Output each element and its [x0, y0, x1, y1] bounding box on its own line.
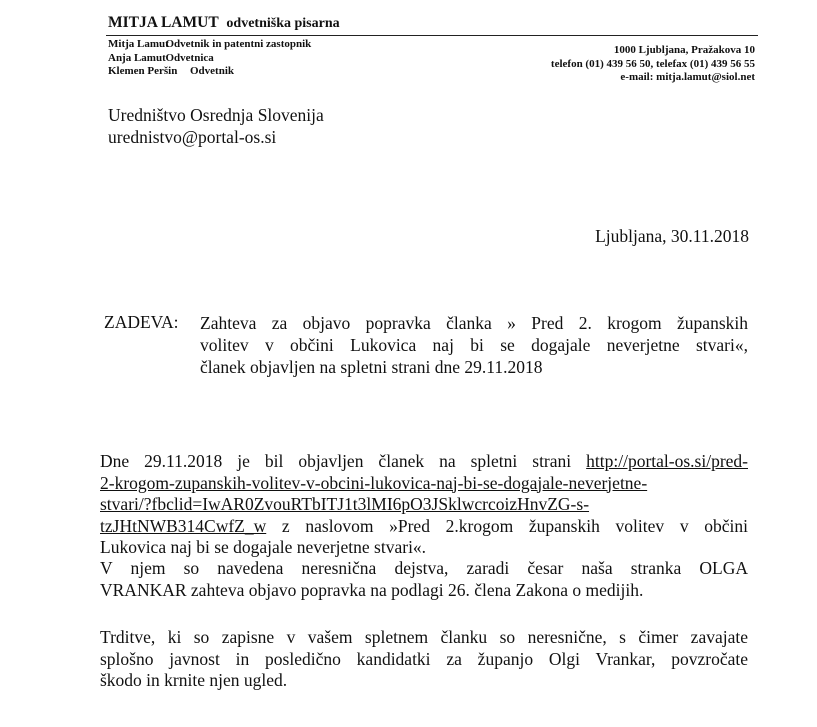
recipient-email: urednistvo@portal-os.si — [108, 127, 277, 147]
contact-block — [551, 44, 755, 85]
paragraph-line — [100, 451, 748, 473]
line-text: z naslovom »Pred 2.krogom županskih volitev v občini — [281, 515, 748, 536]
paragraph-line: Trditve, ki so zapisne v vašem spletnem članku so neresnične, s čimer zavajate — [100, 627, 748, 647]
firm-subtitle: odvetniška pisarna — [226, 16, 340, 31]
staff-role: Odvetnik — [190, 65, 235, 77]
staff-role: Odvetnik in patentni zastopnik — [165, 38, 312, 50]
paragraph-line: VRANKAR zahteva objavo popravka na podlagi 26. člena Zakona o medijih. — [100, 579, 644, 600]
recipient-name: Uredništvo Osrednja Slovenija — [108, 105, 324, 125]
paragraph-article — [100, 451, 748, 559]
paragraph-line — [100, 516, 748, 538]
staff-row — [108, 52, 311, 66]
staff-role: Odvetnica — [165, 51, 214, 64]
firm-name: MITJA LAMUT — [108, 14, 219, 31]
staff-name: Anja Lamut — [108, 51, 166, 64]
paragraph-statement — [100, 627, 748, 692]
article-link[interactable]: stvari/?fbclid=IwAR0ZvouRTbITJ1t3lMI6pO3JSklwcrcoizHnvZG-s- — [100, 494, 590, 514]
firm-address: 1000 Ljubljana, Pražakova 10 — [613, 44, 755, 56]
staff-row — [108, 38, 311, 52]
subject-text — [200, 312, 748, 378]
article-link[interactable]: 2-krogom-zupanskih-volitev-v-obcini-lukovica-naj-bi-se-dogajale-neverjetne- — [100, 472, 648, 493]
subject-label: ZADEVA: — [104, 312, 179, 332]
date-line: Ljubljana, 30.11.2018 — [595, 226, 749, 246]
header-rule — [106, 35, 758, 36]
article-link[interactable]: tzJHtNWB314CwfZ_w — [100, 515, 267, 536]
paragraph-line — [100, 473, 748, 495]
firm-header — [108, 14, 340, 32]
staff-row — [108, 65, 311, 79]
paragraph-line: V njem so navedena neresnična dejstva, zaradi česar naša stranka OLGA — [100, 558, 748, 578]
paragraph-line: Lukovica naj bi se dogajale neverjetne stvari«. — [100, 537, 427, 557]
paragraph-line: splošno javnost in posledično kandidatki za županjo Olgi Vrankar, povzročate — [100, 648, 748, 669]
staff-name: Klemen Peršin — [108, 65, 178, 77]
paragraph-line: škodo in krnite njen ugled. — [100, 670, 288, 690]
subject-line: Zahteva za objavo popravka članka » Pred 2. krogom županskih — [200, 313, 748, 333]
article-link[interactable]: http://portal-os.si/pred- — [586, 451, 748, 471]
firm-phone: telefon (01) 439 56 50, telefax (01) 439 56 55 — [550, 57, 755, 70]
line-text: Dne 29.11.2018 je bil objavljen članek na spletni strani — [100, 451, 572, 471]
subject-line: volitev v občini Lukovica naj bi se dogajale neverjetne stvari«, — [200, 335, 748, 355]
staff-name: Mitja Lamut — [108, 38, 169, 50]
paragraph-claim — [100, 558, 748, 601]
paragraph-line — [100, 494, 748, 516]
subject-line: članek objavljen na spletni strani dne 29.11.2018 — [200, 357, 543, 377]
staff-list — [108, 38, 311, 79]
firm-email: e-mail: mitja.lamut@siol.net — [620, 71, 755, 83]
